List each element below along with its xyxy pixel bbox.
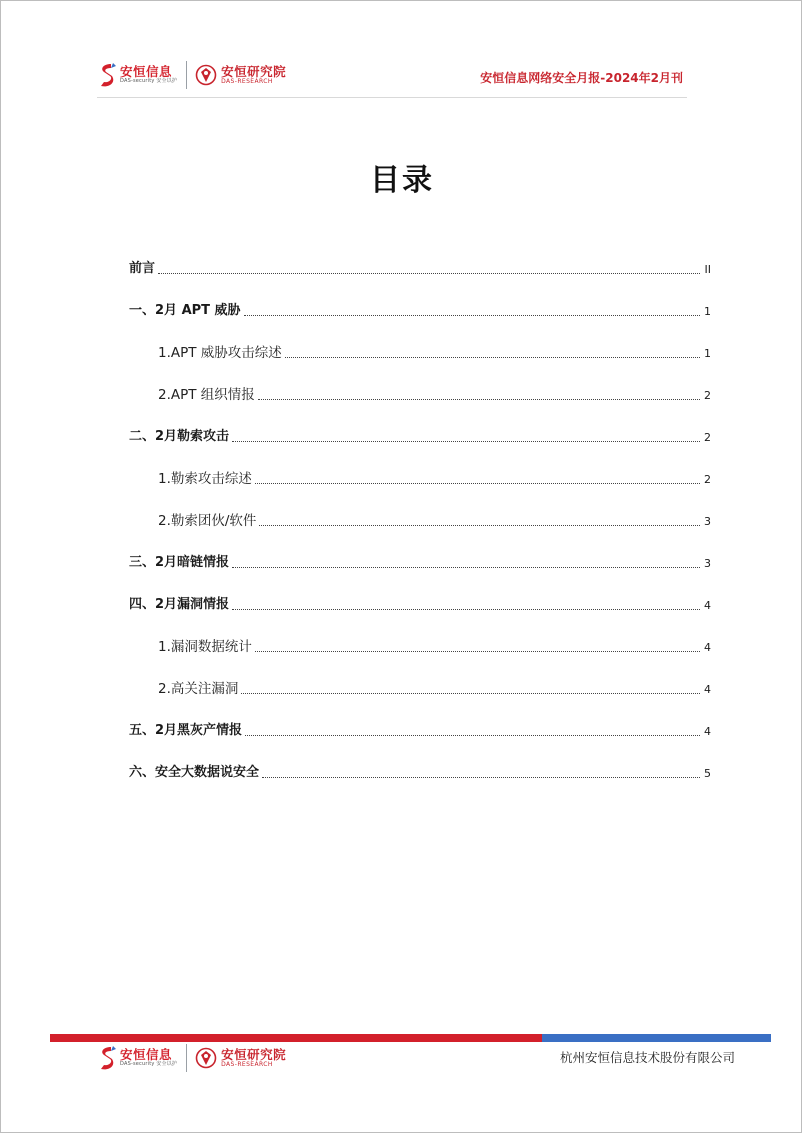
footer-bar-red (50, 1034, 542, 1042)
research-name: 安恒研究院 (221, 63, 287, 79)
toc-entry[interactable] (129, 760, 711, 782)
logo-divider (186, 61, 187, 89)
footer-logo (97, 1043, 286, 1073)
footer-research-en-name: DAS-RESEARCH (221, 1060, 273, 1068)
toc-dot-leader (285, 357, 700, 358)
toc-dot-leader (245, 735, 700, 736)
toc-entry[interactable] (158, 340, 711, 362)
toc-entry-label: 2.高关注漏洞 (158, 681, 239, 697)
toc-entry-label: 1.APT 威胁攻击综述 (158, 345, 282, 361)
research-en-name: DAS-RESEARCH (221, 77, 273, 85)
toc-page-number: 4 (704, 683, 711, 696)
toc-page-number: 4 (704, 725, 711, 738)
toc-entry-label: 五、2月黑灰产情报 (129, 723, 243, 738)
toc-entry-label: 三、2月暗链情报 (129, 555, 230, 570)
das-logo-icon (97, 1045, 117, 1071)
toc-page-number: 3 (704, 515, 711, 528)
logo-name: 安恒信息 (120, 64, 173, 79)
toc-page-number: 1 (704, 305, 711, 318)
toc-entry[interactable] (129, 424, 711, 446)
toc-dot-leader (158, 273, 700, 274)
toc-page-number: 2 (704, 431, 711, 444)
toc-dot-leader (262, 777, 700, 778)
footer-logo-slogan: DAS-security 安全以护 (120, 1061, 178, 1067)
toc-page-number: 5 (704, 767, 711, 780)
toc-dot-leader (258, 399, 700, 400)
toc-entry[interactable] (158, 466, 711, 488)
toc-dot-leader (232, 609, 700, 610)
das-logo (97, 57, 286, 93)
logo-slogan: DAS-security 安全以护 (120, 78, 178, 84)
toc-entry-label: 六、安全大数据说安全 (129, 765, 260, 780)
toc-dot-leader (241, 693, 700, 694)
toc-entry[interactable] (129, 592, 711, 614)
header-rule (97, 97, 687, 98)
toc-entry-label: 四、2月漏洞情报 (129, 597, 230, 612)
toc-entry[interactable] (158, 508, 711, 530)
toc-entry-label: 2.勒索团伙/软件 (158, 513, 257, 529)
toc-entry[interactable] (129, 550, 711, 572)
toc-page-number: 1 (704, 347, 711, 360)
toc-page-number: 2 (704, 473, 711, 486)
footer-logo-name: 安恒信息 (120, 1047, 173, 1062)
toc-dot-leader (232, 567, 700, 568)
toc-entry[interactable] (158, 382, 711, 404)
toc-entry[interactable] (158, 634, 711, 656)
toc-entry-label: 1.勒索攻击综述 (158, 471, 252, 487)
toc-heading: 目录 (370, 163, 434, 198)
toc-page-number: II (704, 263, 711, 276)
toc-entry-label: 2.APT 组织情报 (158, 387, 255, 403)
footer-company-name: 杭州安恒信息技术股份有限公司 (559, 1050, 735, 1065)
toc-entry[interactable] (129, 298, 711, 320)
footer-logo-divider (186, 1044, 187, 1072)
research-seal-icon (195, 1047, 217, 1069)
toc-entry-label: 1.漏洞数据统计 (158, 639, 252, 655)
toc-page-number: 2 (704, 389, 711, 402)
toc-entry-label: 前言 (129, 261, 156, 276)
toc-dot-leader (255, 483, 700, 484)
toc-page-number: 3 (704, 557, 711, 570)
toc-page-number: 4 (704, 641, 711, 654)
toc-entry[interactable] (129, 256, 711, 278)
toc-entry-label: 一、2月 APT 威胁 (129, 303, 241, 318)
das-logo-icon (97, 62, 117, 88)
toc-dot-leader (259, 525, 700, 526)
report-title: 安恒信息网络安全月报-2024年2月刊 (480, 71, 683, 85)
footer-bar-blue (542, 1034, 771, 1042)
toc-page-number: 4 (704, 599, 711, 612)
toc-dot-leader (244, 315, 700, 316)
toc-dot-leader (255, 651, 700, 652)
toc-dot-leader (232, 441, 700, 442)
footer-research-name: 安恒研究院 (221, 1046, 287, 1062)
toc-entry-label: 二、2月勒索攻击 (129, 429, 230, 444)
page-header (97, 57, 687, 93)
toc-entry[interactable] (158, 676, 711, 698)
toc-entry[interactable] (129, 718, 711, 740)
research-seal-icon (195, 64, 217, 86)
